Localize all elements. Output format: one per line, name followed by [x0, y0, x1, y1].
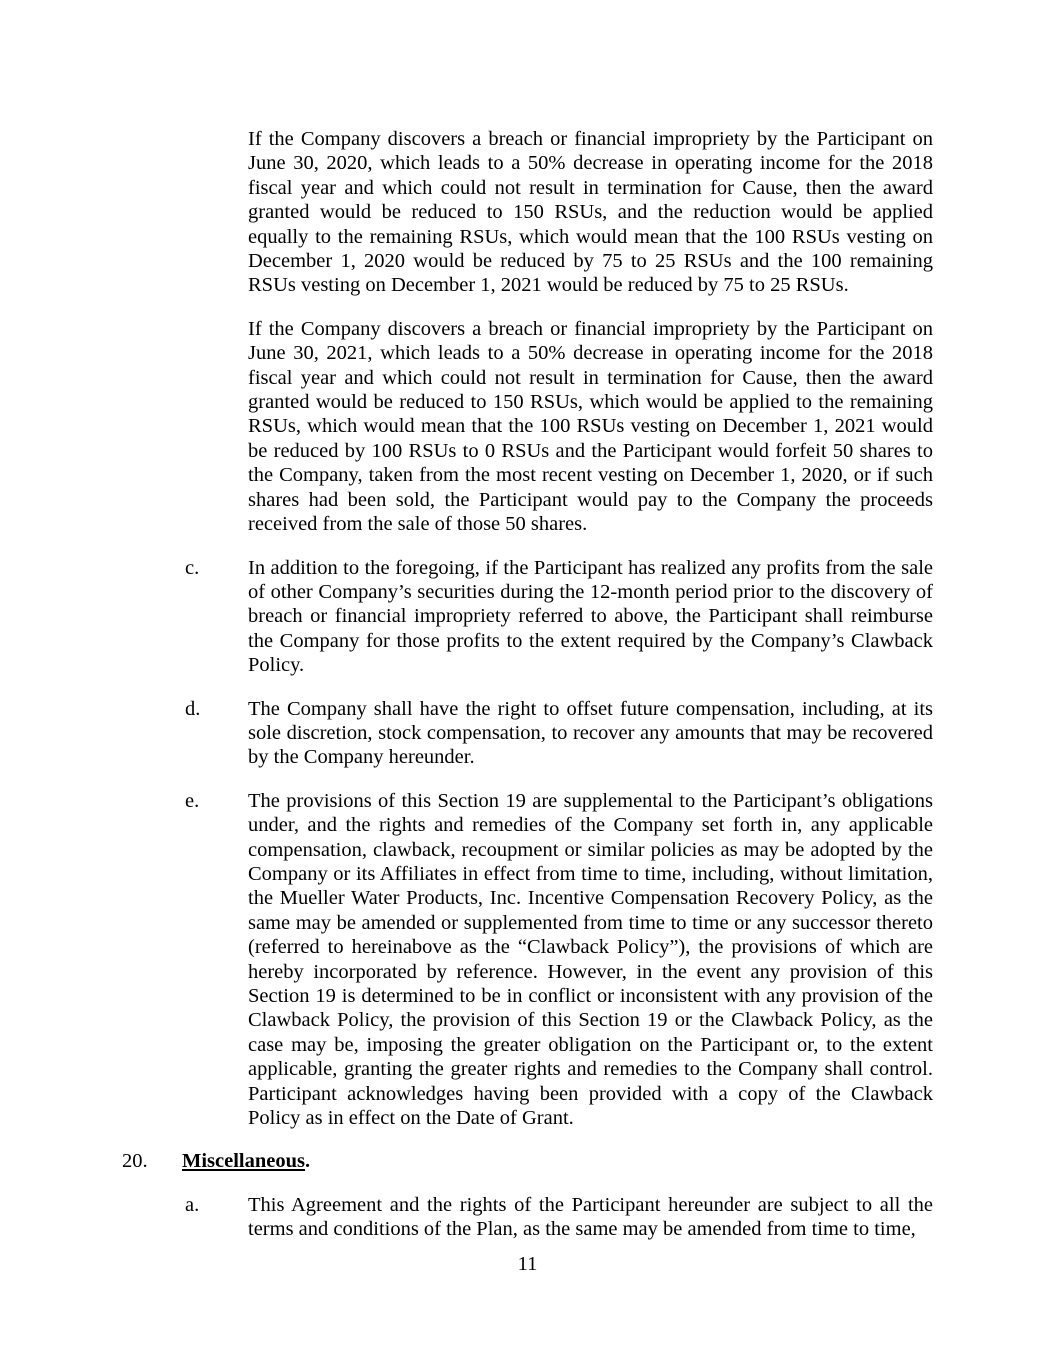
- section-20-title-period: .: [305, 1150, 311, 1173]
- item-a-label: a.: [185, 1193, 200, 1216]
- item-e-text: The provisions of this Section 19 are supplemental to the Participant’s obligations under, and the rights and remedies of the Company set forth in, any applicable compensation, clawback, recoupment or similar policies as may be adopted by the Company or its Affiliates in effect from time to time, including, without limitation, the Mueller Water Products, Inc. Incentive Compensation Recovery Policy, as the same may be amended or supplemented from time to time or any successor thereto (referred to hereinabove as the “Clawback Policy”), the provisions of which are hereby incorporated by reference. However, in the event any provision of this Section 19 is determined to be in conflict or inconsistent with any provision of the Clawback Policy, the provision of this Section 19 or the Clawback Policy, as the case may be, imposing the greater obligation on the Participant or, to the extent applicable, granting the greater rights and remedies to the Company shall control. Participant acknowledges having been provided with a copy of the Clawback Policy as in effect on the Date of Grant.: [248, 789, 933, 1130]
- paragraph-breach-2021: If the Company discovers a breach or financial impropriety by the Participant on June 30, 2021, which leads to a 50% decrease in operating income for the 2018 fiscal year and which could not result in termination for Cause, then the award granted would be reduced to 150 RSUs, which would be applied to the remaining RSUs, which would mean that the 100 RSUs vesting on December 1, 2021 would be reduced by 100 RSUs to 0 RSUs and the Participant would forfeit 50 shares to the Company, taken from the most recent vesting on December 1, 2020, or if such shares had been sold, the Participant would pay to the Company the proceeds received from the sale of those 50 shares.: [248, 317, 933, 536]
- section-20-title-text: Miscellaneous: [182, 1150, 305, 1173]
- item-d-label: d.: [185, 697, 201, 720]
- list-item-c: [185, 556, 1055, 678]
- list-item-a: [185, 1193, 1055, 1242]
- page-content: [0, 127, 1055, 1261]
- item-c-text: In addition to the foregoing, if the Participant has realized any profits from the sale of other Company’s securities during the 12-month period prior to the discovery of breach or financial impropriety referred to above, the Participant shall reimburse the Company for those profits to the extent required by the Company’s Clawback Policy.: [248, 556, 933, 677]
- section-20-number: 20.: [122, 1150, 148, 1173]
- item-e-label: e.: [185, 789, 200, 812]
- section-20-heading: [122, 1149, 1055, 1173]
- item-d-text: The Company shall have the right to offset future compensation, including, at its sole discretion, stock compensation, to recover any amounts that may be recovered by the Company hereunder.: [248, 697, 933, 769]
- item-c-label: c.: [185, 556, 200, 579]
- list-item-e: [185, 789, 1055, 1131]
- section-20-title: [182, 1149, 310, 1173]
- page-number: 11: [517, 1253, 538, 1275]
- item-a-text: This Agreement and the rights of the Participant hereunder are subject to all the terms and conditions of the Plan, as the same may be amended from time to time,: [248, 1193, 933, 1241]
- list-item-d: [185, 697, 1055, 770]
- paragraph-breach-2020: If the Company discovers a breach or financial impropriety by the Participant on June 30, 2020, which leads to a 50% decrease in operating income for the 2018 fiscal year and which could not result in termination for Cause, then the award granted would be reduced to 150 RSUs, and the reduction would be applied equally to the remaining RSUs, which would mean that the 100 RSUs vesting on December 1, 2020 would be reduced by 75 to 25 RSUs and the 100 remaining RSUs vesting on December 1, 2021 would be reduced by 75 to 25 RSUs.: [248, 128, 933, 297]
